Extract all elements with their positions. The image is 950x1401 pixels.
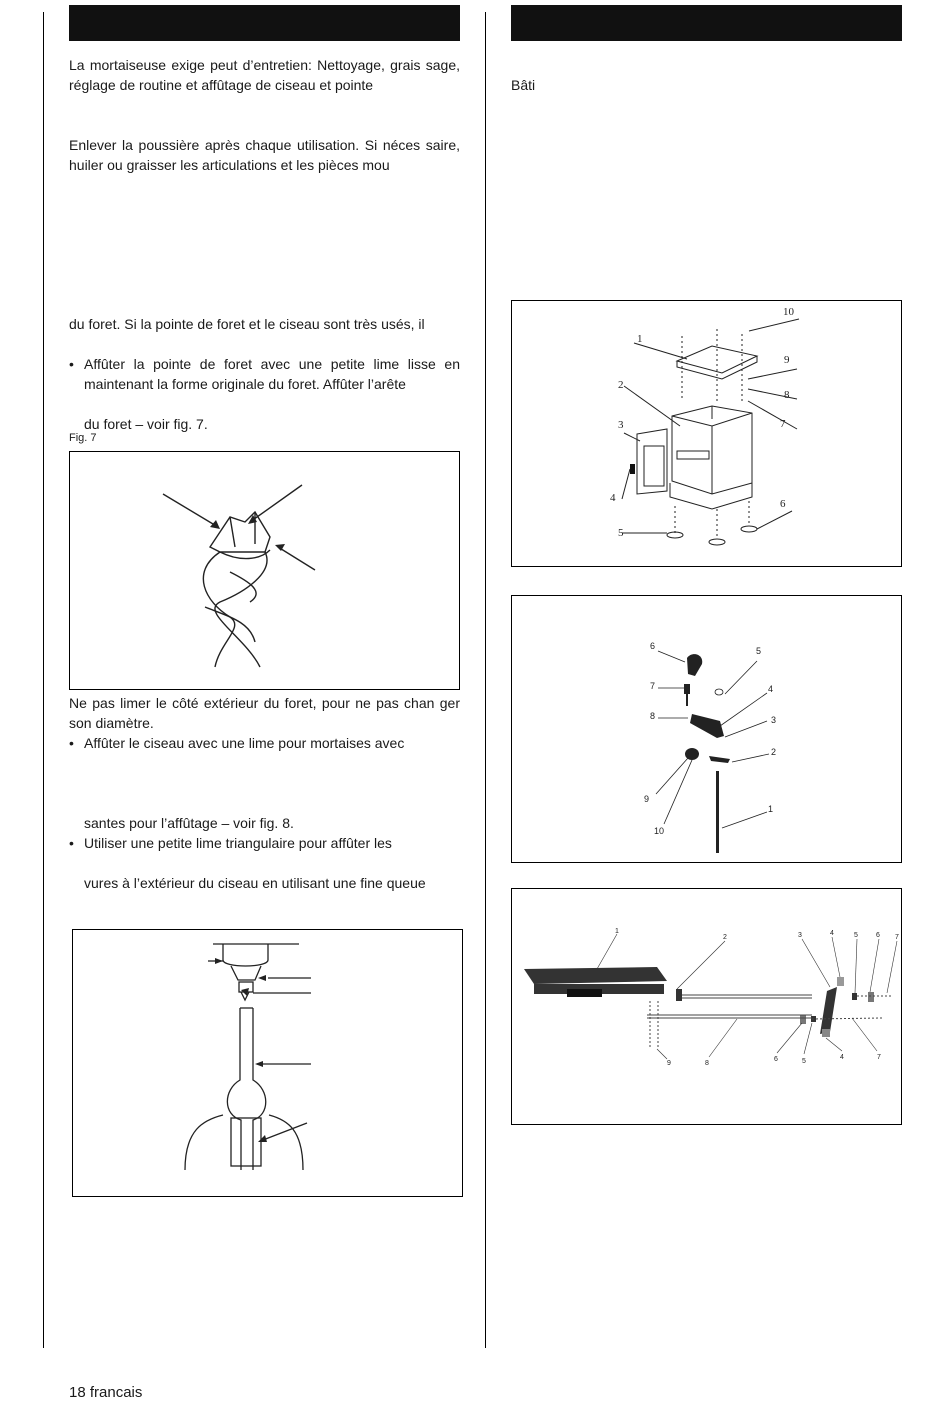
fence-label-8: 8 <box>705 1060 709 1067</box>
lever-label-4: 4 <box>768 684 774 694</box>
bullet-sharpen-chisel-text: Affûter le ciseau avec une lime pour mortaises avec <box>84 735 405 751</box>
stand-label-1: 1 <box>637 333 643 345</box>
lever-label-2: 2 <box>771 747 777 757</box>
bullet-dot: • <box>69 835 74 851</box>
lever-label-6: 6 <box>650 641 656 651</box>
fence-label-5b: 5 <box>802 1058 806 1065</box>
left-header-bar <box>69 5 460 41</box>
bullet-sharpen-drill-text: Affûter la pointe de foret avec une petite lime lisse en maintenant la forme originale du foret. Affûter l’arête <box>84 356 460 392</box>
bullet-triangular-file <box>69 833 460 853</box>
intro-paragraph: La mortaiseuse exige peut d’entretien: Nettoyage, grais sage, réglage de routine et affûtage de ciseau et pointe <box>69 57 460 93</box>
fence-assembly-diagram <box>511 888 902 1125</box>
left-margin-rule <box>43 12 44 1348</box>
stand-label-7: 7 <box>780 418 786 430</box>
fig7-drill-tip-figure <box>69 451 460 690</box>
fig8-chisel-figure <box>72 929 463 1197</box>
stand-label-9: 9 <box>784 354 790 366</box>
right-header-bar <box>511 5 902 41</box>
lever-label-9: 9 <box>644 794 650 804</box>
bullet-sharpen-drill-cont: du foret – voir fig. 7. <box>84 416 208 432</box>
stand-label-10: 10 <box>783 306 794 318</box>
bullet-dot: • <box>69 356 74 372</box>
fence-label-3: 3 <box>798 932 802 939</box>
stand-label-8: 8 <box>784 389 790 401</box>
fence-label-4: 4 <box>830 930 834 937</box>
fig7-caption: Fig. 7 <box>69 432 97 444</box>
stand-exploded-diagram <box>511 300 902 567</box>
lever-assembly-diagram <box>511 595 902 863</box>
lever-label-10: 10 <box>654 826 665 836</box>
stand-label-6: 6 <box>780 498 786 510</box>
fence-label-9: 9 <box>667 1060 671 1067</box>
stand-heading: Bâti <box>511 77 536 93</box>
fence-label-7: 7 <box>895 934 899 941</box>
fence-label-7b: 7 <box>877 1054 881 1061</box>
wear-paragraph: du foret. Si la pointe de foret et le ciseau sont très usés, il <box>69 316 425 332</box>
lever-label-1: 1 <box>768 804 774 814</box>
bullet-triangular-file-text: Utiliser une petite lime triangulaire pour affûter les <box>84 835 392 851</box>
lever-label-3: 3 <box>771 715 777 725</box>
lever-label-8: 8 <box>650 711 656 721</box>
bullet-sharpen-drill <box>69 354 460 394</box>
fence-label-2: 2 <box>723 934 727 941</box>
bullet-dot: • <box>69 735 74 751</box>
fence-label-4b: 4 <box>840 1054 844 1061</box>
fence-label-1: 1 <box>615 928 619 935</box>
stand-label-4: 4 <box>610 492 616 504</box>
stand-label-2: 2 <box>618 379 624 391</box>
fence-label-6: 6 <box>876 932 880 939</box>
page-footer: 18 francais <box>69 1384 143 1401</box>
fence-label-6b: 6 <box>774 1056 778 1063</box>
lever-label-7: 7 <box>650 681 656 691</box>
bullet-triangular-file-cont: vures à l’extérieur du ciseau en utilisant une fine queue <box>84 875 426 891</box>
lever-label-5: 5 <box>756 646 762 656</box>
center-column-rule <box>485 12 486 1348</box>
cleaning-paragraph: Enlever la poussière après chaque utilisation. Si néces saire, huiler ou graisser les articulations et les pièces mou <box>69 137 460 173</box>
no-file-outside-paragraph: Ne pas limer le côté extérieur du foret, pour ne pas chan ger son diamètre. <box>69 695 460 731</box>
fence-label-5: 5 <box>854 932 858 939</box>
stand-label-3: 3 <box>618 419 624 431</box>
bullet-sharpen-chisel-cont: santes pour l’affûtage – voir fig. 8. <box>84 815 294 831</box>
stand-label-5: 5 <box>618 527 624 539</box>
bullet-sharpen-chisel <box>69 733 460 753</box>
